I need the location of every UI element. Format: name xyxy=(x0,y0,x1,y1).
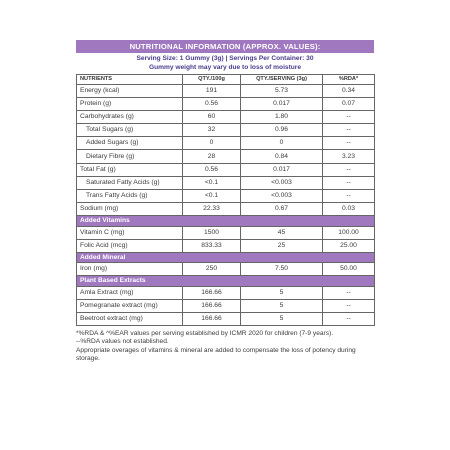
table-row xyxy=(77,150,375,163)
nutrient-name: Sodium (mg) xyxy=(77,202,183,215)
nutrient-name: Dietary Fibre (g) xyxy=(77,150,183,163)
column-header-qty-serving: QTY./SERVING (3g) xyxy=(241,75,323,85)
table-row xyxy=(77,300,375,313)
qty-per-100g: 22.33 xyxy=(183,202,241,215)
rda-percent: 0.34 xyxy=(323,85,375,98)
nutrient-name: Vitamin C (mg) xyxy=(77,226,183,239)
rda-percent: -- xyxy=(323,137,375,150)
qty-per-serving: 0.67 xyxy=(241,202,323,215)
table-row xyxy=(77,239,375,252)
nutrient-name: Saturated Fatty Acids (g) xyxy=(77,176,183,189)
nutrient-name: Carbohydrates (g) xyxy=(77,111,183,124)
qty-per-100g: 1500 xyxy=(183,226,241,239)
nutrient-name: Folic Acid (mcg) xyxy=(77,239,183,252)
rda-percent: 50.00 xyxy=(323,263,375,276)
table-row xyxy=(77,189,375,202)
footnotes xyxy=(76,330,374,363)
table-header-row xyxy=(77,75,375,85)
table-row xyxy=(77,137,375,150)
nutrient-name: Added Sugars (g) xyxy=(77,137,183,150)
qty-per-100g: 191 xyxy=(183,85,241,98)
nutrient-name: Total Fat (g) xyxy=(77,163,183,176)
table-section-row xyxy=(77,252,375,263)
qty-per-100g: <0.1 xyxy=(183,176,241,189)
table-section-row xyxy=(77,276,375,287)
nutrition-header-title: NUTRITIONAL INFORMATION (APPROX. VALUES): xyxy=(76,40,374,53)
table-row xyxy=(77,85,375,98)
table-row xyxy=(77,226,375,239)
qty-per-100g: 166.66 xyxy=(183,313,241,326)
nutrient-name: Pomegranate extract (mg) xyxy=(77,300,183,313)
qty-per-100g: 250 xyxy=(183,263,241,276)
qty-per-serving: <0.003 xyxy=(241,189,323,202)
qty-per-serving: 5 xyxy=(241,300,323,313)
table-row xyxy=(77,124,375,137)
table-row xyxy=(77,98,375,111)
qty-per-serving: 45 xyxy=(241,226,323,239)
table-row xyxy=(77,111,375,124)
qty-per-100g: 28 xyxy=(183,150,241,163)
rda-percent: 0.07 xyxy=(323,98,375,111)
nutrient-name: Total Sugars (g) xyxy=(77,124,183,137)
qty-per-serving: 0 xyxy=(241,137,323,150)
rda-percent: -- xyxy=(323,300,375,313)
qty-per-serving: 1.80 xyxy=(241,111,323,124)
column-header-nutrients: NUTRIENTS xyxy=(77,75,183,85)
qty-per-100g: 833.33 xyxy=(183,239,241,252)
table-row xyxy=(77,287,375,300)
footnote-rda: *%RDA & ^%EAR values per serving established by ICMR 2020 for children (7-9 years). xyxy=(76,330,334,338)
nutrition-table xyxy=(76,74,375,326)
table-row xyxy=(77,163,375,176)
qty-per-serving: 5.73 xyxy=(241,85,323,98)
footnote-not-established: --%RDA values not established. xyxy=(76,338,169,346)
qty-per-100g: 0.56 xyxy=(183,98,241,111)
qty-per-serving: 0.84 xyxy=(241,150,323,163)
qty-per-100g: 0.56 xyxy=(183,163,241,176)
rda-percent: 100.00 xyxy=(323,226,375,239)
nutrient-name: Trans Fatty Acids (g) xyxy=(77,189,183,202)
qty-per-serving: 7.50 xyxy=(241,263,323,276)
table-row xyxy=(77,313,375,326)
rda-percent: 3.23 xyxy=(323,150,375,163)
qty-per-serving: <0.003 xyxy=(241,176,323,189)
footnote-overages: Appropriate overages of vitamins & mineral are added to compensate the loss of potency during storage. xyxy=(76,346,356,362)
qty-per-100g: 32 xyxy=(183,124,241,137)
serving-info xyxy=(76,53,374,72)
nutrient-name: Protein (g) xyxy=(77,98,183,111)
rda-percent: 25.00 xyxy=(323,239,375,252)
nutrient-name: Iron (mg) xyxy=(77,263,183,276)
nutrient-name: Beetroot extract (mg) xyxy=(77,313,183,326)
rda-percent: -- xyxy=(323,287,375,300)
section-label: Plant Based Extracts xyxy=(77,276,375,287)
rda-percent: -- xyxy=(323,163,375,176)
serving-line: Serving Size: 1 Gummy (3g) | Servings Per Container: 30 xyxy=(136,55,314,62)
column-header-qty-100g: QTY./100g xyxy=(183,75,241,85)
nutrient-name: Energy (kcal) xyxy=(77,85,183,98)
qty-per-serving: 0.96 xyxy=(241,124,323,137)
qty-per-100g: 0 xyxy=(183,137,241,150)
qty-per-100g: 60 xyxy=(183,111,241,124)
qty-per-100g: 166.66 xyxy=(183,300,241,313)
section-label: Added Vitamins xyxy=(77,215,375,226)
nutrition-panel xyxy=(76,40,374,363)
rda-percent: 0.03 xyxy=(323,202,375,215)
nutrition-table-body xyxy=(77,75,375,326)
column-header-rda: %RDA* xyxy=(323,75,375,85)
qty-per-serving: 5 xyxy=(241,313,323,326)
qty-per-serving: 5 xyxy=(241,287,323,300)
rda-percent: -- xyxy=(323,124,375,137)
qty-per-serving: 0.017 xyxy=(241,163,323,176)
table-row xyxy=(77,176,375,189)
table-row xyxy=(77,263,375,276)
rda-percent: -- xyxy=(323,313,375,326)
table-section-row xyxy=(77,215,375,226)
qty-per-serving: 25 xyxy=(241,239,323,252)
table-row xyxy=(77,202,375,215)
qty-per-100g: <0.1 xyxy=(183,189,241,202)
rda-percent: -- xyxy=(323,111,375,124)
rda-percent: -- xyxy=(323,176,375,189)
section-label: Added Mineral xyxy=(77,252,375,263)
moisture-line: Gummy weight may vary due to loss of moisture xyxy=(148,63,302,71)
rda-percent: -- xyxy=(323,189,375,202)
nutrient-name: Amla Extract (mg) xyxy=(77,287,183,300)
qty-per-serving: 0.017 xyxy=(241,98,323,111)
qty-per-100g: 166.66 xyxy=(183,287,241,300)
